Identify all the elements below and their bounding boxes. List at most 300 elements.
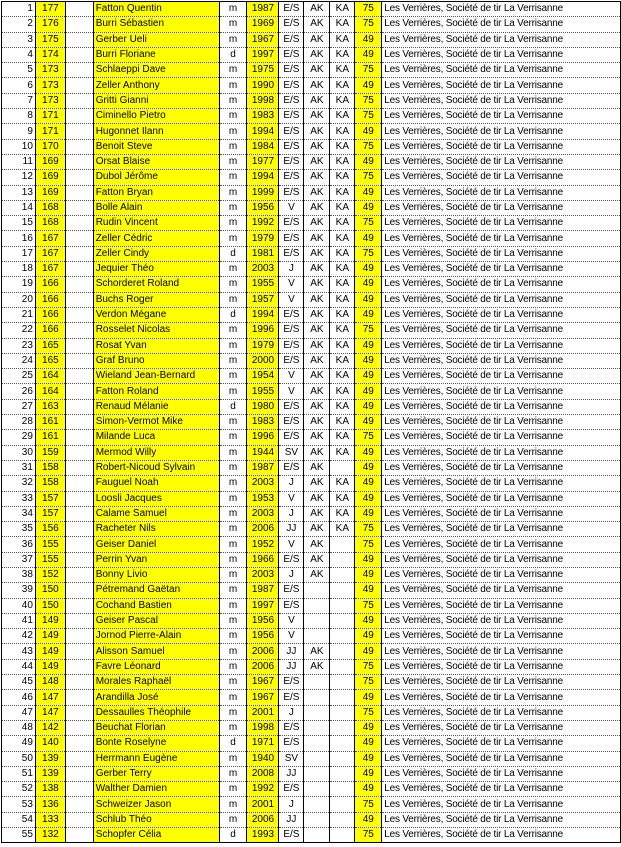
distance-cell: 75 — [355, 246, 382, 261]
spacer-cell — [65, 552, 93, 567]
spacer-cell — [65, 369, 93, 384]
name-cell: Beuchat Florian — [93, 720, 219, 735]
sex-cell: d — [219, 47, 247, 62]
ak-cell: AK — [304, 323, 330, 338]
category-cell: E/S — [279, 47, 304, 62]
category-cell: E/S — [279, 154, 304, 169]
name-cell: Schlub Théo — [93, 812, 219, 827]
spacer-cell — [65, 828, 93, 843]
distance-cell: 75 — [355, 2, 382, 17]
year-cell: 1987 — [247, 460, 279, 475]
category-cell: E/S — [279, 460, 304, 475]
spacer-cell — [65, 812, 93, 827]
points-cell: 174 — [35, 47, 65, 62]
points-cell: 166 — [35, 307, 65, 322]
sex-cell: m — [219, 659, 247, 674]
category-cell: E/S — [279, 415, 304, 430]
rank-cell: 41 — [2, 613, 36, 628]
spacer-cell — [65, 415, 93, 430]
table-row — [2, 323, 621, 338]
category-cell: E/S — [279, 124, 304, 139]
rank-cell: 46 — [2, 690, 36, 705]
sex-cell: m — [219, 415, 247, 430]
sex-cell: m — [219, 292, 247, 307]
category-cell: V — [279, 491, 304, 506]
table-row — [2, 583, 621, 598]
year-cell: 1993 — [247, 828, 279, 843]
ak-cell: AK — [304, 2, 330, 17]
rank-cell: 51 — [2, 766, 36, 781]
distance-cell: 49 — [355, 292, 382, 307]
ak-cell: AK — [304, 476, 330, 491]
name-cell: Rosat Yvan — [93, 338, 219, 353]
sex-cell: m — [219, 323, 247, 338]
points-cell: 165 — [35, 338, 65, 353]
points-cell: 147 — [35, 690, 65, 705]
name-cell: Simon-Vermot Mike — [93, 415, 219, 430]
ak-cell — [304, 598, 330, 613]
name-cell: Bonte Roselyne — [93, 736, 219, 751]
category-cell: V — [279, 200, 304, 215]
table-row — [2, 751, 621, 766]
ak-cell: AK — [304, 445, 330, 460]
category-cell: E/S — [279, 63, 304, 78]
ka-cell: KA — [330, 93, 355, 108]
year-cell: 1984 — [247, 139, 279, 154]
name-cell: Jequier Théo — [93, 262, 219, 277]
table-row — [2, 353, 621, 368]
club-cell: Les Verrières, Société de tir La Verrisanne — [382, 139, 621, 154]
ka-cell: KA — [330, 476, 355, 491]
ak-cell: AK — [304, 231, 330, 246]
table-row — [2, 63, 621, 78]
points-cell: 167 — [35, 262, 65, 277]
points-cell: 169 — [35, 154, 65, 169]
table-row — [2, 262, 621, 277]
ka-cell: KA — [330, 506, 355, 521]
club-cell: Les Verrières, Société de tir La Verrisanne — [382, 231, 621, 246]
ka-cell — [330, 720, 355, 735]
year-cell: 1992 — [247, 782, 279, 797]
name-cell: Mermod Willy — [93, 445, 219, 460]
rank-cell: 20 — [2, 292, 36, 307]
spacer-cell — [65, 63, 93, 78]
rank-cell: 16 — [2, 231, 36, 246]
distance-cell: 49 — [355, 629, 382, 644]
distance-cell: 49 — [355, 78, 382, 93]
sex-cell: d — [219, 399, 247, 414]
ak-cell: AK — [304, 170, 330, 185]
distance-cell: 49 — [355, 751, 382, 766]
rank-cell: 5 — [2, 63, 36, 78]
club-cell: Les Verrières, Société de tir La Verrisanne — [382, 583, 621, 598]
spacer-cell — [65, 78, 93, 93]
distance-cell: 49 — [355, 766, 382, 781]
points-cell: 164 — [35, 369, 65, 384]
rank-cell: 12 — [2, 170, 36, 185]
sex-cell: m — [219, 491, 247, 506]
points-cell: 159 — [35, 445, 65, 460]
table-row — [2, 307, 621, 322]
club-cell: Les Verrières, Société de tir La Verrisanne — [382, 246, 621, 261]
year-cell: 2003 — [247, 506, 279, 521]
points-cell: 140 — [35, 736, 65, 751]
rank-cell: 4 — [2, 47, 36, 62]
distance-cell: 75 — [355, 675, 382, 690]
name-cell: Schopfer Célia — [93, 828, 219, 843]
category-cell: J — [279, 705, 304, 720]
points-cell: 177 — [35, 2, 65, 17]
ka-cell: KA — [330, 78, 355, 93]
table-row — [2, 47, 621, 62]
points-cell: 150 — [35, 598, 65, 613]
points-cell: 161 — [35, 430, 65, 445]
distance-cell: 75 — [355, 659, 382, 674]
club-cell: Les Verrières, Société de tir La Verrisanne — [382, 766, 621, 781]
category-cell: E/S — [279, 2, 304, 17]
club-cell: Les Verrières, Société de tir La Verrisanne — [382, 323, 621, 338]
table-row — [2, 185, 621, 200]
table-row — [2, 812, 621, 827]
spacer-cell — [65, 644, 93, 659]
rank-cell: 42 — [2, 629, 36, 644]
rank-cell: 11 — [2, 154, 36, 169]
spacer-cell — [65, 491, 93, 506]
name-cell: Zeller Cédric — [93, 231, 219, 246]
points-cell: 173 — [35, 63, 65, 78]
ka-cell: KA — [330, 323, 355, 338]
year-cell: 2000 — [247, 353, 279, 368]
club-cell: Les Verrières, Société de tir La Verrisanne — [382, 170, 621, 185]
sex-cell: m — [219, 109, 247, 124]
distance-cell: 75 — [355, 170, 382, 185]
year-cell: 1977 — [247, 154, 279, 169]
table-row — [2, 200, 621, 215]
table-row — [2, 644, 621, 659]
club-cell: Les Verrières, Société de tir La Verrisanne — [382, 262, 621, 277]
category-cell: V — [279, 537, 304, 552]
ka-cell — [330, 583, 355, 598]
name-cell: Hugonnet Ilann — [93, 124, 219, 139]
ka-cell — [330, 828, 355, 843]
distance-cell: 49 — [355, 782, 382, 797]
year-cell: 1999 — [247, 185, 279, 200]
distance-cell: 49 — [355, 231, 382, 246]
table-row — [2, 216, 621, 231]
table-row — [2, 292, 621, 307]
ka-cell — [330, 690, 355, 705]
table-row — [2, 782, 621, 797]
name-cell: Zeller Cindy — [93, 246, 219, 261]
distance-cell: 49 — [355, 369, 382, 384]
year-cell: 1954 — [247, 369, 279, 384]
club-cell: Les Verrières, Société de tir La Verrisanne — [382, 690, 621, 705]
category-cell: E/S — [279, 185, 304, 200]
spacer-cell — [65, 384, 93, 399]
table-row — [2, 338, 621, 353]
distance-cell: 75 — [355, 93, 382, 108]
ka-cell — [330, 552, 355, 567]
category-cell: E/S — [279, 78, 304, 93]
table-row — [2, 797, 621, 812]
table-row — [2, 613, 621, 628]
club-cell: Les Verrières, Société de tir La Verrisanne — [382, 675, 621, 690]
club-cell: Les Verrières, Société de tir La Verrisanne — [382, 185, 621, 200]
rank-cell: 50 — [2, 751, 36, 766]
distance-cell: 49 — [355, 384, 382, 399]
rank-cell: 6 — [2, 78, 36, 93]
year-cell: 1956 — [247, 613, 279, 628]
distance-cell: 49 — [355, 338, 382, 353]
sex-cell: m — [219, 782, 247, 797]
points-cell: 133 — [35, 812, 65, 827]
sex-cell: d — [219, 736, 247, 751]
rank-cell: 24 — [2, 353, 36, 368]
ka-cell: KA — [330, 369, 355, 384]
ka-cell — [330, 736, 355, 751]
ka-cell: KA — [330, 307, 355, 322]
year-cell: 1987 — [247, 2, 279, 17]
club-cell: Les Verrières, Société de tir La Verrisanne — [382, 307, 621, 322]
distance-cell: 75 — [355, 797, 382, 812]
ka-cell: KA — [330, 430, 355, 445]
year-cell: 1956 — [247, 200, 279, 215]
sex-cell: m — [219, 216, 247, 231]
name-cell: Dubol Jérôme — [93, 170, 219, 185]
table-row — [2, 32, 621, 47]
ak-cell — [304, 613, 330, 628]
name-cell: Gerber Terry — [93, 766, 219, 781]
club-cell: Les Verrières, Société de tir La Verrisanne — [382, 399, 621, 414]
category-cell: E/S — [279, 782, 304, 797]
club-cell: Les Verrières, Société de tir La Verrisanne — [382, 32, 621, 47]
sex-cell: m — [219, 338, 247, 353]
points-cell: 167 — [35, 246, 65, 261]
spacer-cell — [65, 506, 93, 521]
sex-cell: m — [219, 353, 247, 368]
rank-cell: 10 — [2, 139, 36, 154]
sex-cell: m — [219, 78, 247, 93]
ak-cell: AK — [304, 353, 330, 368]
ak-cell: AK — [304, 659, 330, 674]
ak-cell: AK — [304, 78, 330, 93]
ak-cell — [304, 690, 330, 705]
club-cell: Les Verrières, Société de tir La Verrisanne — [382, 782, 621, 797]
distance-cell: 49 — [355, 476, 382, 491]
category-cell: E/S — [279, 231, 304, 246]
name-cell: Benoit Steve — [93, 139, 219, 154]
spacer-cell — [65, 766, 93, 781]
club-cell: Les Verrières, Société de tir La Verrisanne — [382, 93, 621, 108]
category-cell: J — [279, 797, 304, 812]
table-row — [2, 139, 621, 154]
name-cell: Fauguel Noah — [93, 476, 219, 491]
club-cell: Les Verrières, Société de tir La Verrisanne — [382, 828, 621, 843]
spacer-cell — [65, 353, 93, 368]
sex-cell: m — [219, 675, 247, 690]
club-cell: Les Verrières, Société de tir La Verrisanne — [382, 124, 621, 139]
distance-cell: 49 — [355, 506, 382, 521]
name-cell: Wieland Jean-Bernard — [93, 369, 219, 384]
ak-cell: AK — [304, 338, 330, 353]
sex-cell: m — [219, 720, 247, 735]
table-row — [2, 720, 621, 735]
table-row — [2, 277, 621, 292]
ka-cell: KA — [330, 445, 355, 460]
name-cell: Perrin Yvan — [93, 552, 219, 567]
year-cell: 1998 — [247, 93, 279, 108]
category-cell: J — [279, 506, 304, 521]
sex-cell: m — [219, 17, 247, 32]
name-cell: Rosselet Nicolas — [93, 323, 219, 338]
ak-cell: AK — [304, 415, 330, 430]
name-cell: Zeller Anthony — [93, 78, 219, 93]
results-rows — [2, 2, 621, 843]
ak-cell: AK — [304, 644, 330, 659]
category-cell: SV — [279, 751, 304, 766]
spacer-cell — [65, 47, 93, 62]
ak-cell: AK — [304, 552, 330, 567]
category-cell: V — [279, 629, 304, 644]
table-row — [2, 705, 621, 720]
name-cell: Schweizer Jason — [93, 797, 219, 812]
sex-cell: m — [219, 154, 247, 169]
distance-cell: 49 — [355, 445, 382, 460]
rank-cell: 13 — [2, 185, 36, 200]
sex-cell: m — [219, 369, 247, 384]
year-cell: 1980 — [247, 399, 279, 414]
points-cell: 166 — [35, 292, 65, 307]
points-cell: 164 — [35, 384, 65, 399]
ak-cell: AK — [304, 430, 330, 445]
spacer-cell — [65, 797, 93, 812]
ka-cell: KA — [330, 522, 355, 537]
sex-cell: m — [219, 812, 247, 827]
sex-cell: m — [219, 2, 247, 17]
spacer-cell — [65, 720, 93, 735]
year-cell: 2001 — [247, 705, 279, 720]
category-cell: J — [279, 476, 304, 491]
sex-cell: m — [219, 476, 247, 491]
distance-cell: 75 — [355, 598, 382, 613]
points-cell: 176 — [35, 17, 65, 32]
distance-cell: 49 — [355, 277, 382, 292]
spacer-cell — [65, 537, 93, 552]
name-cell: Herrmann Eugène — [93, 751, 219, 766]
sex-cell: m — [219, 537, 247, 552]
year-cell: 1953 — [247, 491, 279, 506]
rank-cell: 14 — [2, 200, 36, 215]
year-cell: 1987 — [247, 583, 279, 598]
ak-cell — [304, 782, 330, 797]
category-cell: E/S — [279, 170, 304, 185]
club-cell: Les Verrières, Société de tir La Verrisanne — [382, 338, 621, 353]
category-cell: E/S — [279, 690, 304, 705]
name-cell: Fatton Bryan — [93, 185, 219, 200]
rank-cell: 54 — [2, 812, 36, 827]
name-cell: Favre Léonard — [93, 659, 219, 674]
year-cell: 1996 — [247, 430, 279, 445]
ka-cell — [330, 675, 355, 690]
spacer-cell — [65, 246, 93, 261]
ka-cell: KA — [330, 353, 355, 368]
ak-cell: AK — [304, 537, 330, 552]
name-cell: Bolle Alain — [93, 200, 219, 215]
spacer-cell — [65, 124, 93, 139]
spacer-cell — [65, 476, 93, 491]
table-row — [2, 384, 621, 399]
distance-cell: 49 — [355, 460, 382, 475]
ak-cell: AK — [304, 32, 330, 47]
table-row — [2, 522, 621, 537]
spacer-cell — [65, 598, 93, 613]
distance-cell: 49 — [355, 154, 382, 169]
year-cell: 1971 — [247, 736, 279, 751]
year-cell: 1975 — [247, 63, 279, 78]
ak-cell: AK — [304, 307, 330, 322]
points-cell: 161 — [35, 415, 65, 430]
name-cell: Jornod Pierre-Alain — [93, 629, 219, 644]
ak-cell: AK — [304, 200, 330, 215]
sex-cell: m — [219, 613, 247, 628]
spacer-cell — [65, 583, 93, 598]
club-cell: Les Verrières, Société de tir La Verrisanne — [382, 63, 621, 78]
ak-cell — [304, 736, 330, 751]
category-cell: E/S — [279, 430, 304, 445]
sex-cell: m — [219, 170, 247, 185]
rank-cell: 23 — [2, 338, 36, 353]
ak-cell: AK — [304, 246, 330, 261]
points-cell: 139 — [35, 766, 65, 781]
spacer-cell — [65, 139, 93, 154]
distance-cell: 75 — [355, 522, 382, 537]
category-cell: E/S — [279, 598, 304, 613]
distance-cell: 49 — [355, 644, 382, 659]
distance-cell: 75 — [355, 828, 382, 843]
category-cell: V — [279, 369, 304, 384]
table-row — [2, 828, 621, 843]
year-cell: 1996 — [247, 323, 279, 338]
club-cell: Les Verrières, Société de tir La Verrisanne — [382, 598, 621, 613]
sex-cell: m — [219, 384, 247, 399]
club-cell: Les Verrières, Société de tir La Verrisanne — [382, 552, 621, 567]
distance-cell: 75 — [355, 17, 382, 32]
points-cell: 148 — [35, 675, 65, 690]
name-cell: Pétremand Gaëtan — [93, 583, 219, 598]
category-cell: JJ — [279, 522, 304, 537]
name-cell: Racheter Nils — [93, 522, 219, 537]
spacer-cell — [65, 567, 93, 582]
ak-cell — [304, 812, 330, 827]
ka-cell: KA — [330, 231, 355, 246]
sex-cell: m — [219, 262, 247, 277]
ak-cell: AK — [304, 139, 330, 154]
table-row — [2, 17, 621, 32]
rank-cell: 9 — [2, 124, 36, 139]
ak-cell: AK — [304, 109, 330, 124]
club-cell: Les Verrières, Société de tir La Verrisanne — [382, 751, 621, 766]
club-cell: Les Verrières, Société de tir La Verrisanne — [382, 277, 621, 292]
name-cell: Verdon Mégane — [93, 307, 219, 322]
name-cell: Schorderet Roland — [93, 277, 219, 292]
table-row — [2, 766, 621, 781]
name-cell: Gritti Gianni — [93, 93, 219, 108]
distance-cell: 75 — [355, 63, 382, 78]
sex-cell: m — [219, 139, 247, 154]
table-row — [2, 506, 621, 521]
spacer-cell — [65, 292, 93, 307]
ak-cell: AK — [304, 47, 330, 62]
